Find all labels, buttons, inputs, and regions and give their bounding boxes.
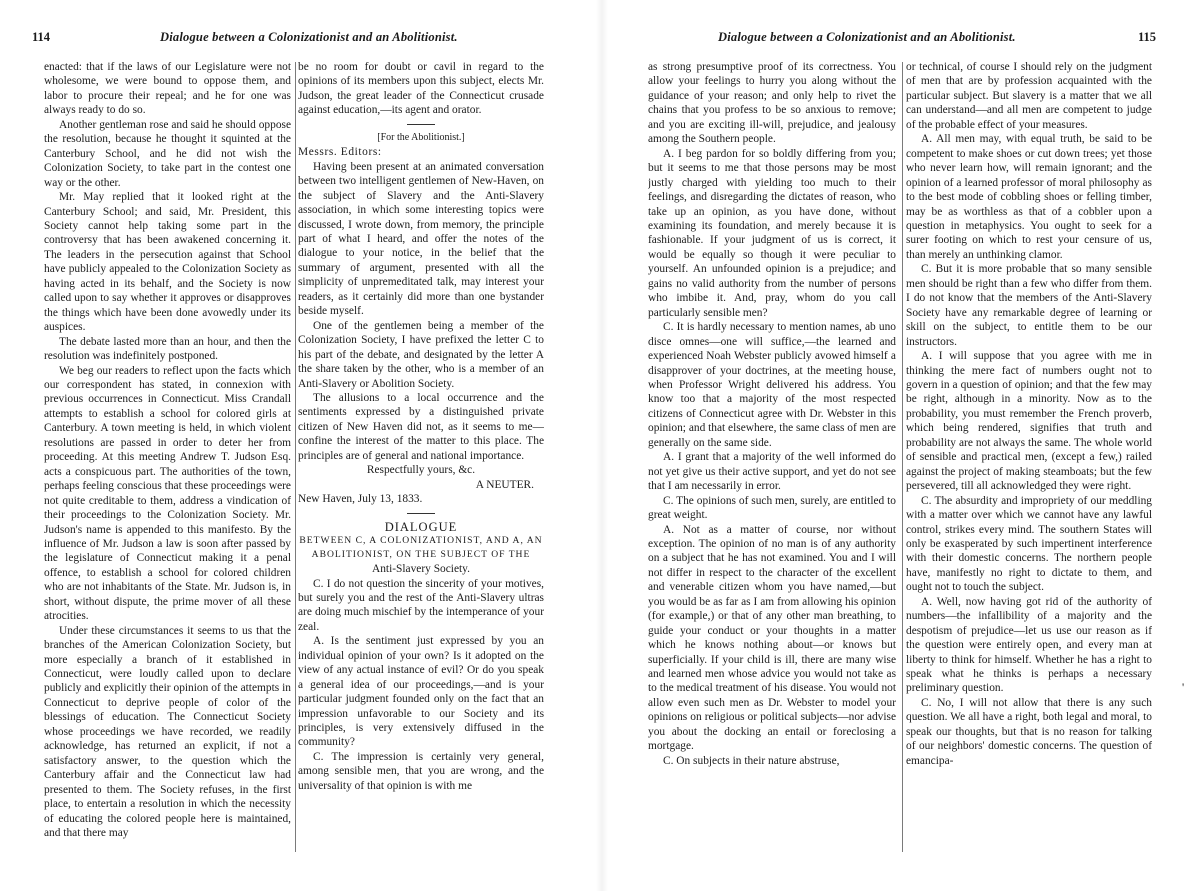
paragraph: C. I do not question the sincerity of your motives, but surely you and the rest of the Anti-Slavery ultras are doing much mischief by the intemperance of your zeal. (298, 577, 544, 633)
paragraph: Anti-Slavery Society. (372, 563, 470, 576)
column-divider (295, 62, 296, 852)
left-page (0, 0, 592, 891)
left-page-column-1 (44, 60, 291, 880)
paragraph: as strong presumptive proof of its correctness. You allow your feelings to hurry you along without the guidance of your reason; and only help to rivet the chains that you profess to be so anxious to remove; and you are exciting ill-will, prejudice, and jealousy among the Southern people. (648, 61, 896, 146)
paragraph: C. No, I will not allow that there is any such question. We all have a right, both legal and moral, to speak our thoughts, but that is no reason for talking of our neighbors' domestic concerns. The question of emancipa- (906, 696, 1152, 767)
right-page (612, 0, 1200, 891)
left-page-column-2 (298, 60, 544, 880)
left-page-number: 114 (32, 30, 51, 44)
right-page-column-2 (906, 60, 1152, 880)
paragraph: Having been present at an animated conversation between two intelligent gentlemen of New-Haven, on the subject of Slavery and the Anti-Slavery association, in which some interesting topics were discussed, I wrote down, from memory, the principle part of what I heard, and offer the notes of the dialogue to your notice, in the belief that the summary of argument, presented with all the simplicity of unpremeditated talk, may interest your readers, as it certainly did more than one bystander beside myself. (298, 160, 544, 318)
paragraph: We beg our readers to reflect upon the facts which our correspondent has stated, in connexion with previous occurrences in Connecticut. Miss Crandall attempts to establish a school for colored girls at Canterbury. A town meeting is held, in which violent resolutions are passed in order to deter her from proceeding. At this meeting Andrew T. Judson Esq. acts a conspicuous part. The authorities of the town, perhaps feeling conscious that these proceedings were not quite creditable to them, address a vindication of their proceedings to the Colonization Society. Mr. Judson's name is appended to this manifesto. By the influence of Mr. Judson a law is soon after passed by the legislature of Connecticut making it a penal offence, to establish a school for colored children who are not inhabitants of the State. Mr. Judson is, in short, without dispute, the prime mover of all these atrocities. (44, 364, 291, 623)
paragraph: C. On subjects in their nature abstruse, (663, 754, 840, 767)
paragraph: C. The absurdity and impropriety of our meddling with a matter over which we cannot have any lawful control, strikes every mind. The southern States will only be exasperated by such impertinent interference with their domestic concerns. The northern people have, manifestly no right to dictate to them, and ought not to touch the subject. (906, 494, 1152, 594)
paragraph: A. I beg pardon for so boldly differing from you; but it seems to me that those persons may be most justly charged with yielding too much to their feelings, and disregarding the dictates of reason, who take up an opinion, as you have done, without examining its foundation, and merely because it is fashionable. If your judgment of us is correct, it would be equally so though it were peculiar to yourself. An unfounded opinion is a prejudice; and gains no valid authority from the number of persons who imbibe it. And, pray, whom do you call particularly sensible men? (648, 147, 896, 319)
paragraph: C. The impression is certainly very general, among sensible men, that you are wrong, and the universality of that opinion is with me (298, 750, 544, 792)
paragraph: A NEUTER. (475, 478, 534, 491)
right-running-head: Dialogue between a Colonizationist and an Abolitionist. (718, 30, 1016, 44)
paragraph: Mr. May replied that it looked right at the Canterbury School; and said, Mr. President, this Society cannot help taking some part in the controversy that has been awakened concerning it. The leaders in the persecution against that School have publicly appealed to the Colonization Society as having acted in its behalf, and the Society is now called upon to say whether it approves or disapproves the things which have been done avowedly under its auspices. (44, 191, 291, 334)
paragraph: C. But it is more probable that so many sensible men should be right than a few who differ from them. I do not know that the members of the Anti-Slavery Society have any remarkable degree of learning or skill on the subject, to entitle them to be our instructors. (906, 263, 1152, 348)
paragraph: A. All men may, with equal truth, be said to be competent to make shoes or cut down trees; yet those who never learn how, will remain ignorant; and the opinion of a learned professor of moral philosophy as to the best mode of cobbling shoes or felling timber, may be as worthless as that of a cobbler upon a question in metaphysics. You ought to seek for a surer footing on which to rest your censure of us, than merely an unthinking clamor. (906, 133, 1152, 261)
paragraph: BETWEEN C, A COLONIZATIONIST, AND A, AN ABOLITIONIST, ON THE SUBJECT OF THE (299, 535, 543, 561)
paragraph: The allusions to a local occurrence and the sentiments expressed by a distinguished private citizen of New Haven did not, as it seems to me—confine the interest of the matter to this place. The principles are of general and national importance. (298, 391, 544, 462)
paragraph: be no room for doubt or cavil in regard to the opinions of its members upon this subject, elects Mr. Judson, the great leader of the Connecticut crusade against education,—its agent and orator. (298, 61, 544, 117)
paragraph: C. The opinions of such men, surely, are entitled to great weight. (648, 494, 896, 522)
paragraph: A. Is the sentiment just expressed by you an individual opinion of your own? Is it adopted on the view of any actual instance of evil? Or do you speak a general idea of our proceedings,—and is your particular judgment founded only on the fact that an impression unfavorable to our Society and its principles, is very extensively diffused in the community? (298, 635, 544, 749)
paragraph: DIALOGUE (384, 519, 458, 534)
right-page-number: 115 (1138, 30, 1157, 44)
paragraph: A. I will suppose that you agree with me in thinking the mere fact of numbers ought not to govern in a question of opinion; and that the few may be right, although in a minority. Now as to the probability, you must remember the French proverb, which being rendered, signifies that truth and probability are not always the same. The whole world of sensible and practical men, (except a few,) railed against the project of making steamboats; but the few persevered, till all acknowledged they were right. (906, 350, 1152, 493)
paragraph: Messrs. Editors: (298, 146, 382, 159)
paragraph: or technical, of course I should rely on the judgment of men that are by profession acquainted with the particular subject. But slavery is a matter that we all can understand—and all men are competent to judge of the probable effect of your measures. (906, 61, 1152, 131)
paragraph: The debate lasted more than an hour, and then the resolution was indefinitely postponed. (44, 335, 291, 363)
paragraph: A. I grant that a majority of the well informed do not yet give us their active support, and yet do not see that I am necessarily in error. (648, 451, 896, 493)
paragraph: One of the gentlemen being a member of the Colonization Society, I have prefixed the letter C to his part of the debate, and designated by the letter A the share taken by the other, who is a member of an Anti-Slavery or Abolition Society. (298, 319, 544, 390)
paragraph: C. It is hardly necessary to mention names, ab uno disce omnes—one will suffice,—the learned and experienced Noah Webster publicly avowed himself a disapprover of your doctrines, at the meeting house, when Professor Wright delivered his address. You know too that a majority of the most respected citizens of Connecticut agree with Dr. Webster in this opinion; and that elsewhere, the same class of men are generally on the same side. (648, 321, 896, 449)
paragraph: New Haven, July 13, 1833. (298, 493, 423, 506)
section-rule (407, 513, 435, 514)
left-running-head: Dialogue between a Colonizationist and an Abolitionist. (160, 30, 458, 44)
stray-mark: ' (1182, 680, 1185, 694)
column-divider (902, 62, 903, 852)
paragraph: enacted: that if the laws of our Legislature were not wholesome, we were bound to oppose them, and labor to procure their repeal; and he for one was always ready to do so. (44, 61, 291, 117)
paragraph: Respectfully yours, &c. (366, 464, 476, 477)
paragraph: Under these circumstances it seems to us that the branches of the American Colonization Society, but more especially a branch of it established in Connecticut, were loudly called upon to declare publicly and explicitly their opinion of the attempts in Connecticut to deprive people of color of the blessings of education. The Connecticut Society whose proceedings we have recorded, we readily acknowledge, has returned an explicit, if not a satisfactory answer, to the question which the Canterbury affair and the Connecticut law had presented to them. The Society refuses, in the first place, to entertain a resolution in which the necessity of educating the colored people here is maintained, and that there may (44, 624, 291, 840)
paragraph: Another gentleman rose and said he should oppose the resolution, because he thought it squinted at the Canterbury School, and he did not wish the Colonization Society, to take part in the contest one way or the other. (44, 118, 291, 189)
paragraph: A. Well, now having got rid of the authority of numbers—the infallibility of a majority and the despotism of prejudice—let us use our reason as if the question were entirely open, and every man at liberty to think for himself. Whether he has a right to speak what he thinks is perhaps a necessary preliminary question. (906, 595, 1152, 695)
paragraph: A. Not as a matter of course, nor without exception. The opinion of no man is of any authority on a subject that he has not examined. You and I will not differ in respect to the character of the excellent and venerable citizen whom you have named,—but you would be as far as I am from allowing his opinion (for example,) or that of any other man breathing, to guide your conduct or your thoughts in a matter which he knows nothing about—or knows but superficially. If your child is ill, there are many wise and learned men whose advice you would not take as to the medical treatment of his disease. You would not allow even such men as Dr. Webster to model your opinions on religious or political subjects—nor advise you about the docking an entail or foreclosing a mortgage. (648, 523, 896, 753)
right-page-column-1 (648, 60, 896, 880)
paragraph: [For the Abolitionist.] (377, 131, 465, 143)
section-rule (407, 124, 435, 125)
book-gutter (596, 0, 608, 891)
